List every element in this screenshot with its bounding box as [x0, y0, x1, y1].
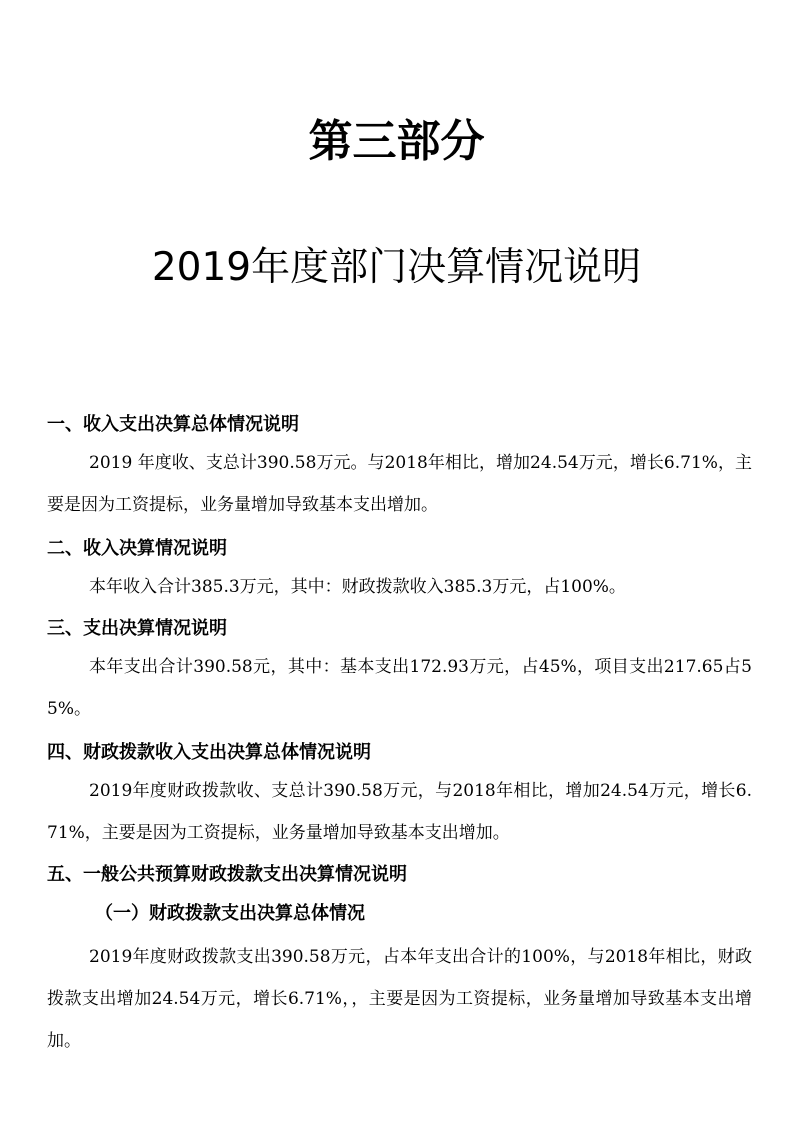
subsection-heading-appropriation-expenditure-overview: （一）财政拨款支出决算总体情况: [95, 903, 365, 924]
section-paragraph-expenditure: 本年支出合计390.58元，其中：基本支出172.93万元，占45%，项目支出217.65占55%。: [47, 657, 752, 719]
document-body: [47, 408, 752, 1066]
section-heading-expenditure: 三、支出决算情况说明: [47, 618, 227, 639]
section-heading-fiscal-appropriation-overview: 四、财政拨款收入支出决算总体情况说明: [47, 742, 371, 763]
section-paragraph-income-expenditure-overview: 2019 年度收、支总计390.58万元。与2018年相比，增加24.54万元，增长6.71%，主要是因为工资提标，业务量增加导致基本支出增加。: [47, 453, 752, 515]
document-title: 2019年度部门决算情况说明: [151, 245, 642, 290]
section-paragraph-fiscal-appropriation-overview: 2019年度财政拨款收、支总计390.58万元，与2018年相比，增加24.54万元，增长6.71%，主要是因为工资提标，业务量增加导致基本支出增加。: [47, 781, 752, 843]
section-heading-general-public-budget: 五、一般公共预算财政拨款支出决算情况说明: [47, 864, 407, 885]
section-paragraph-income: 本年收入合计385.3万元，其中：财政拨款收入385.3万元，占100%。: [89, 577, 626, 597]
section-heading-income-expenditure-overview: 一、收入支出决算总体情况说明: [47, 414, 299, 435]
subsection-paragraph-appropriation-expenditure-overview: 2019年度财政拨款支出390.58万元，占本年支出合计的100%，与2018年相比，财政拨款支出增加24.54万元，增长6.71%，，主要是因为工资提标，业务量增加导致基本支出增加。: [47, 947, 752, 1051]
section-heading-income: 二、收入决算情况说明: [47, 538, 227, 559]
part-title: 第三部分: [308, 116, 485, 167]
